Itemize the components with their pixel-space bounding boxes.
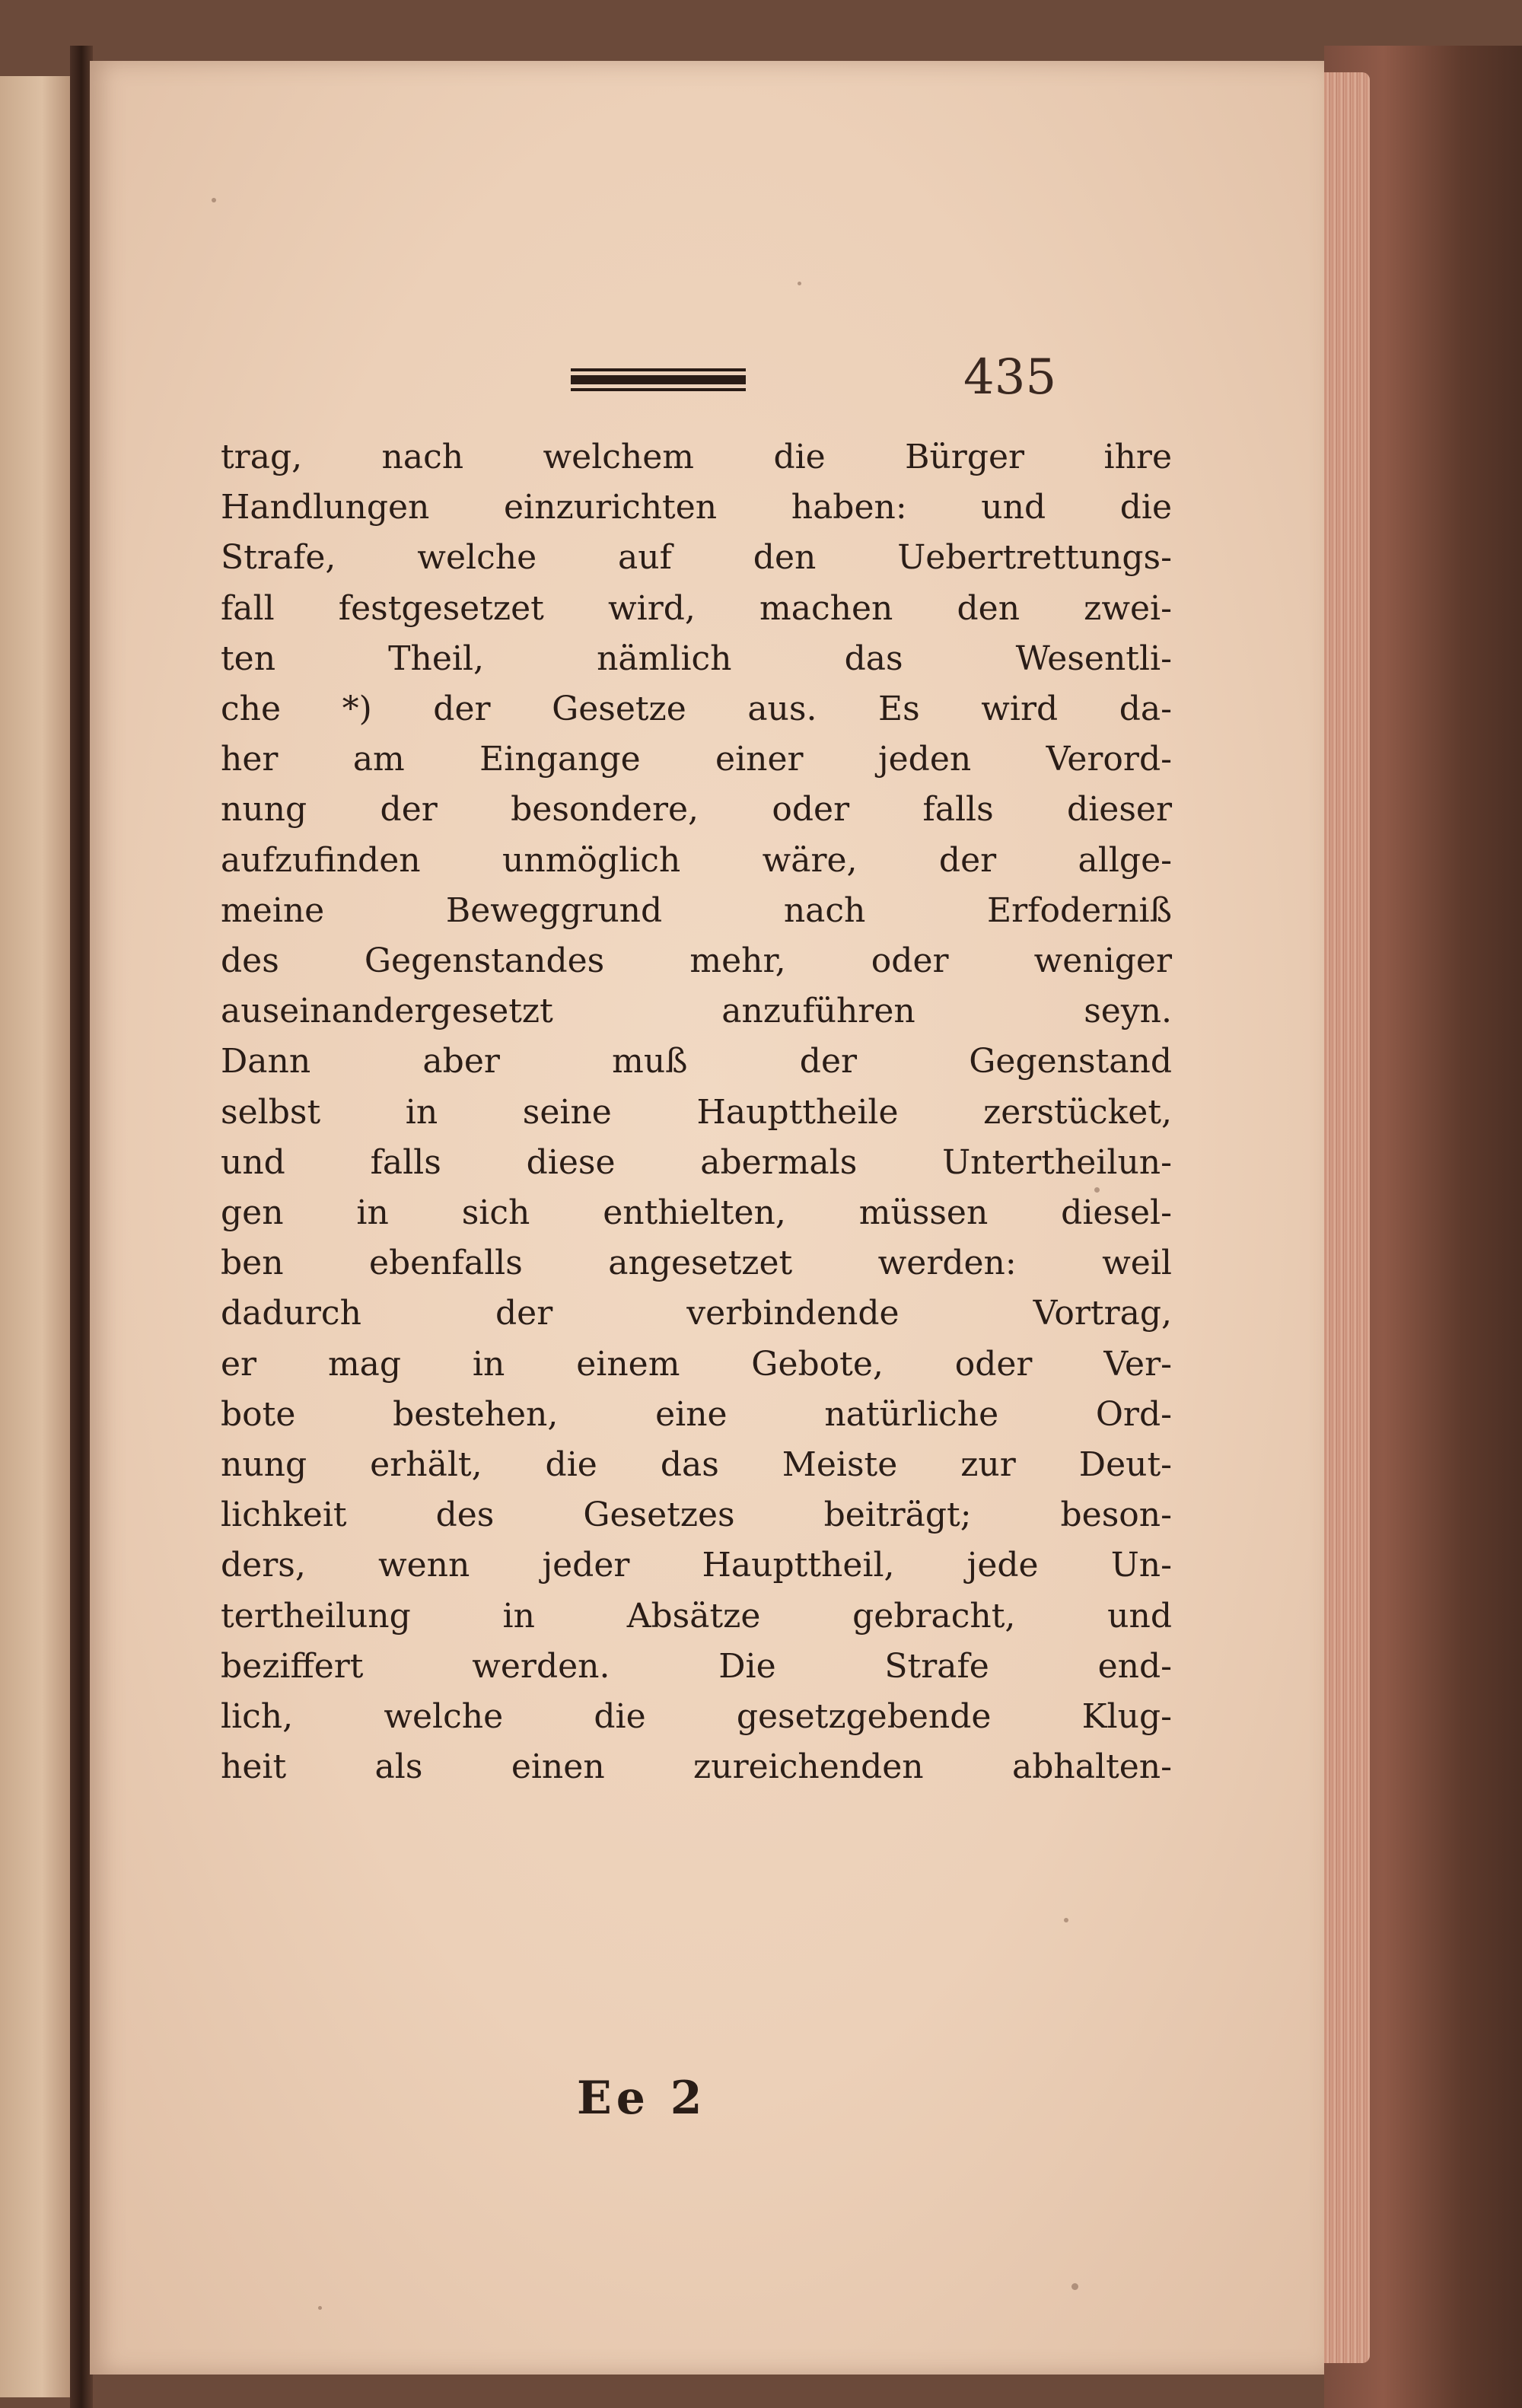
text-line: che *) der Gesetze aus. Es wird da- [221, 690, 1172, 729]
text-line: er mag in einem Gebote, oder Ver- [221, 1344, 1172, 1384]
page-edges [1317, 72, 1370, 2363]
text-line: lichkeit des Gesetzes beiträgt; beson- [221, 1495, 1172, 1535]
text-line: lich, welche die gesetzgebende Klug- [221, 1697, 1172, 1737]
text-line: dadurch der verbindende Vortrag, [221, 1294, 1172, 1333]
text-line: selbst in seine Haupttheile zerstücket, [221, 1092, 1172, 1132]
text-line: tertheilung in Absätze gebracht, und [221, 1596, 1172, 1636]
text-line: bote bestehen, eine natürliche Ord- [221, 1394, 1172, 1434]
page-number: 435 [963, 349, 1057, 406]
paper-speck [798, 282, 801, 285]
paper-speck [1071, 2283, 1078, 2290]
text-line: meine Beweggrund nach Erfoderniß [221, 890, 1172, 930]
text-line: Strafe, welche auf den Uebertrettungs- [221, 538, 1172, 578]
paper-speck [318, 2306, 322, 2310]
text-line: ten Theil, nämlich das Wesentli- [221, 639, 1172, 678]
text-line: des Gegenstandes mehr, oder weniger [221, 941, 1172, 981]
text-line: aufzufinden unmöglich wäre, der allge- [221, 840, 1172, 880]
text-line: ders, wenn jeder Haupttheil, jede Un- [221, 1546, 1172, 1585]
header-rule-thick [571, 375, 746, 384]
header-rule [571, 367, 746, 393]
text-line: Handlungen einzurichten haben: und die [221, 488, 1172, 527]
text-line: fall festgesetzet wird, machen den zwei- [221, 588, 1172, 628]
header-rule-thin-top [571, 368, 746, 371]
text-line: gen in sich enthielten, müssen diesel- [221, 1193, 1172, 1233]
paper-speck [1094, 1187, 1100, 1193]
text-line: nung erhält, die das Meiste zur Deut- [221, 1445, 1172, 1485]
paper-speck [1064, 1918, 1068, 1922]
text-line: und falls diese abermals Untertheilun- [221, 1142, 1172, 1182]
text-line: her am Eingange einer jeden Verord- [221, 740, 1172, 779]
text-line: Dann aber muß der Gegenstand [221, 1042, 1172, 1081]
text-line: beziffert werden. Die Strafe end- [221, 1646, 1172, 1686]
text-line: trag, nach welchem die Bürger ihre [221, 438, 1172, 476]
body-text [221, 432, 1172, 1792]
text-line: ben ebenfalls angesetzet werden: weil [221, 1244, 1172, 1283]
book-page [90, 61, 1324, 2375]
text-line: heit als einen zureichenden abhalten- [221, 1747, 1172, 1787]
left-page-edge [0, 76, 70, 2397]
signature-mark: Ee 2 [577, 2072, 707, 2125]
text-line: nung der besondere, oder falls dieser [221, 790, 1172, 830]
header-rule-thin-bottom [571, 388, 746, 391]
paper-speck [212, 198, 216, 202]
text-line: auseinandergesetzt anzuführen seyn. [221, 992, 1172, 1031]
